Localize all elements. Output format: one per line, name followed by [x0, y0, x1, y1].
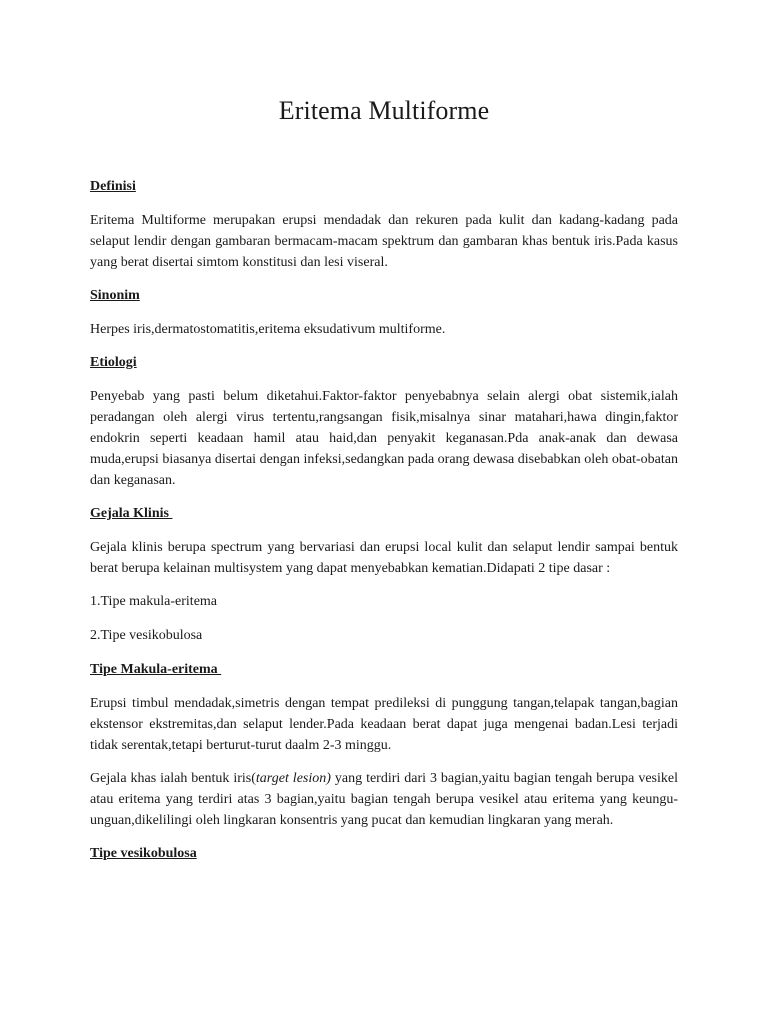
- list-item-tipe-2: 2.Tipe vesikobulosa: [90, 628, 203, 643]
- list-item-tipe-1: 1.Tipe makula-eritema: [90, 594, 218, 609]
- paragraph-makula-2-post: yang terdiri dari 3 bagian,yaitu bagian tengah berupa vesikel atau eritema yang terdiri atas 3 bagian,yaitu bagian tengah berupa vesikel atau eritema yang keungu-unguan,dikelilingi oleh lingkaran konsentris yang pucat dan kemudian lingkaran yang merah.: [90, 771, 678, 828]
- document-title: Eritema Multiforme: [278, 96, 490, 125]
- paragraph-etiologi: Penyebab yang pasti belum diketahui.Faktor-faktor penyebabnya selain alergi obat sistemik,ialah peradangan oleh alergi virus tertentu,rangsangan fisik,misalnya sinar matahari,hawa dingin,faktor endokrin seperti keadaan hamil atau haid,dan penyakit keganasan.Pda anak-anak dan dewasa muda,erupsi biasanya disertai dengan infeksi,sedangkan pada orang dewasa disebabkan oleh obat-obatan dan keganasan.: [90, 389, 678, 488]
- paragraph-gejala-klinis: Gejala klinis berupa spectrum yang bervariasi dan erupsi local kulit dan selaput lendir sampai bentuk berat berupa kelainan multisystem yang dapat menyebabkan kematian.Didapati 2 tipe dasar :: [90, 540, 678, 576]
- paragraph-makula-2-pre: Gejala khas ialah bentuk iris(: [90, 771, 256, 786]
- section-heading-gejala-klinis: Gejala Klinis: [90, 506, 173, 521]
- paragraph-makula-2: [90, 768, 678, 831]
- paragraph-makula-1: Erupsi timbul mendadak,simetris dengan tempat predileksi di punggung tangan,telapak tangan,bagian ekstensor ekstremitas,dan selaput lender.Pada keadaan berat dapat juga mengenai badan.Lesi terjadi tidak serentak,tetapi berturut-turut daalm 2-3 minggu.: [90, 696, 678, 753]
- section-heading-etiologi: Etiologi: [90, 355, 137, 370]
- section-heading-tipe-makula-eritema: Tipe Makula-eritema: [90, 662, 222, 677]
- section-heading-definisi: Definisi: [90, 179, 136, 194]
- paragraph-sinonim: Herpes iris,dermatostomatitis,eritema eksudativum multiforme.: [90, 322, 446, 337]
- section-heading-tipe-vesikobulosa: Tipe vesikobulosa: [90, 846, 197, 861]
- target-lesion-italic: target lesion): [255, 771, 331, 786]
- section-heading-sinonim: Sinonim: [90, 288, 140, 303]
- paragraph-definisi: Eritema Multiforme merupakan erupsi mendadak dan rekuren pada kulit dan kadang-kadang pada selaput lendir dengan gambaran bermacam-macam spektrum dan gambaran khas bentuk iris.Pada kasus yang berat disertai simtom konstitusi dan lesi viseral.: [90, 213, 678, 270]
